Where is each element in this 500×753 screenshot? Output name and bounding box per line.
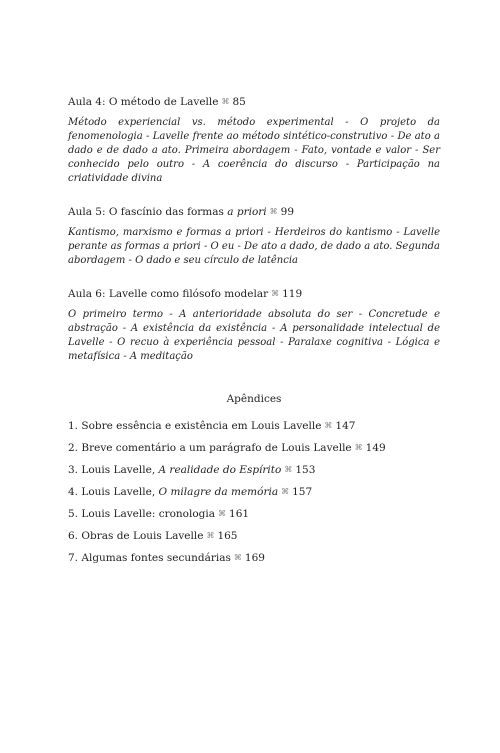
lesson-summary: Kantismo, marxismo e formas a priori - Herdeiros do kantismo - Lavelle perante as formas a priori - O eu - De ato a dado, de dado a ato. Segunda abordagem - O dado e seu círculo de latência <box>68 227 440 266</box>
lesson-label-italic: a priori <box>227 206 267 218</box>
appendix-item <box>68 463 440 477</box>
lesson-summary: Método experiencial vs. método experimental - O projeto da fenomenologia - Lavelle frente ao método sintético-construtivo - De ato a dado e de dado a ato. Primeira abordagem - Fato, vontade e valor - Ser conhecido pelo outro - A coerência do discurso - Participação na criatividade divina <box>68 117 440 184</box>
table-of-contents <box>68 94 440 573</box>
appendix-text: Louis Lavelle: cronologia <box>81 508 216 520</box>
lesson-title <box>68 94 440 110</box>
appendix-page-number: 147 <box>335 420 356 432</box>
lesson-summary: O primeiro termo - A anterioridade absoluta do ser - Concretude e abstração - A existência da existência - A personalidade intelectual de Lavelle - O recuo à experiência pessoal - Paralaxe cognitiva - Lógica e metafísica - A meditação <box>68 309 440 362</box>
appendix-text: Louis Lavelle, <box>81 486 156 498</box>
lesson-label: Aula 6: Lavelle como filósofo modelar <box>68 288 269 300</box>
appendix-page-number: 153 <box>295 464 316 476</box>
ornament-icon: ⌘ <box>269 207 278 216</box>
appendix-text: Obras de Louis Lavelle <box>81 530 204 542</box>
appendix-text: Algumas fontes secundárias <box>81 552 231 564</box>
appendix-list <box>68 419 440 565</box>
appendix-text: Breve comentário a um parágrafo de Louis Lavelle <box>81 442 352 454</box>
lesson-title <box>68 204 440 220</box>
ornament-icon: ⌘ <box>271 289 280 298</box>
lesson-label: Aula 5: O fascínio das formas <box>68 206 224 218</box>
appendix-page-number: 169 <box>244 552 265 564</box>
appendix-text: Louis Lavelle, <box>81 464 156 476</box>
lesson-entry <box>68 286 440 364</box>
ornament-icon: ⌘ <box>206 531 215 540</box>
appendix-italic-title: O milagre da memória <box>158 486 279 498</box>
lesson-page-number: 85 <box>232 96 246 108</box>
appendix-item <box>68 485 440 499</box>
ornament-icon: ⌘ <box>221 97 230 106</box>
appendix-item <box>68 507 440 521</box>
lesson-entry <box>68 94 440 186</box>
appendix-number: 4. <box>68 486 79 498</box>
appendix-number: 6. <box>68 530 79 542</box>
appendix-text: Sobre essência e existência em Louis Lavelle <box>81 420 322 432</box>
appendix-number: 3. <box>68 464 79 476</box>
appendix-number: 7. <box>68 552 79 564</box>
appendices-heading: Apêndices <box>226 393 282 405</box>
appendix-page-number: 149 <box>365 442 386 454</box>
appendix-item <box>68 529 440 543</box>
lesson-title <box>68 286 440 302</box>
appendix-page-number: 161 <box>229 508 250 520</box>
ornament-icon: ⌘ <box>218 509 227 518</box>
appendix-number: 1. <box>68 420 79 432</box>
lesson-label: Aula 4: O método de Lavelle <box>68 96 219 108</box>
appendix-item <box>68 551 440 565</box>
ornament-icon: ⌘ <box>284 465 293 474</box>
appendix-item <box>68 441 440 455</box>
appendix-number: 5. <box>68 508 79 520</box>
appendix-page-number: 165 <box>217 530 238 542</box>
appendix-number: 2. <box>68 442 79 454</box>
ornament-icon: ⌘ <box>354 443 363 452</box>
lesson-page-number: 99 <box>280 206 295 218</box>
ornament-icon: ⌘ <box>233 553 242 562</box>
ornament-icon: ⌘ <box>281 487 290 496</box>
lesson-page-number: 119 <box>282 288 303 300</box>
appendix-item <box>68 419 440 433</box>
appendix-italic-title: A realidade do Espírito <box>158 464 282 476</box>
lesson-entry <box>68 204 440 268</box>
appendix-page-number: 157 <box>292 486 313 498</box>
ornament-icon: ⌘ <box>324 421 333 430</box>
